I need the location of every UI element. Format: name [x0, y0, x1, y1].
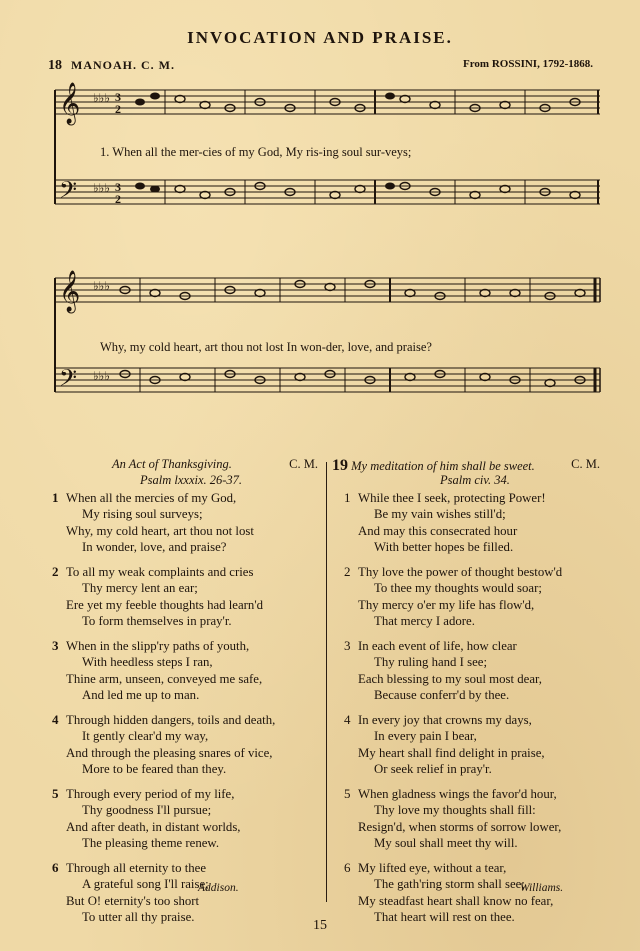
svg-text:𝄞: 𝄞 — [59, 271, 81, 311]
psalm-reference-left: Psalm lxxxix. 26-37. — [140, 473, 243, 487]
hymn-text-right — [344, 490, 563, 934]
stanza-3: 3 When in the slipp'ry paths of youth, With heedless steps I ran, Thine arm, unseen, conveyed me safe, And led me up to man. — [52, 638, 263, 703]
tune-name: MANOAH. C. M. — [71, 58, 175, 72]
stanza-6: 6 Through all eternity to thee A grateful song I'll raise; But O! eternity's too short To utter all thy praise. — [52, 860, 209, 925]
hymn-heading-left — [112, 457, 318, 472]
svg-text:3: 3 — [115, 180, 121, 194]
svg-text:♭♭♭: ♭♭♭ — [93, 181, 110, 195]
svg-text:♭♭♭: ♭♭♭ — [93, 91, 110, 105]
hymn-number: 18 — [48, 58, 62, 73]
svg-text:2: 2 — [115, 102, 121, 116]
svg-text:3: 3 — [115, 90, 121, 104]
author-left: Addison. — [198, 882, 239, 894]
stanza-4: 4 In every joy that crowns my days, In every pain I bear, My heart shall find delight in praise, Or seek relief in pray'r. — [344, 712, 545, 777]
stanza-5: 5 Through every period of my life, Thy goodness I'll pursue; And after death, in distant worlds, The pleasing theme renew. — [52, 786, 241, 851]
composer-credit: From ROSSINI, 1792-1868. — [463, 58, 593, 70]
svg-text:♭♭♭: ♭♭♭ — [93, 369, 110, 383]
hymn-title: My meditation of him shall be sweet. — [351, 459, 535, 473]
stanza-2: 2 To all my weak complaints and cries Thy mercy lent an ear; Ere yet my feeble thoughts had learn'd To form themselves in pray'r. — [52, 564, 264, 629]
svg-text:2: 2 — [115, 192, 121, 206]
stanza-3: 3 In each event of life, how clear Thy ruling hand I see; Each blessing to my soul most dear, Because conferr'd by thee. — [344, 638, 542, 703]
stanza-5: 5 When gladness wings the favor'd hour, Thy love my thoughts shall fill: Resign'd, when storms of sorrow lower, My soul shall meet thy will. — [344, 786, 562, 851]
svg-text:♭♭♭: ♭♭♭ — [93, 279, 110, 293]
page-title: INVOCATION AND PRAISE. — [187, 28, 453, 47]
psalm-reference-right: Psalm civ. 34. — [440, 473, 510, 487]
svg-text:𝄢: 𝄢 — [59, 178, 78, 209]
hymn-meter: C. M. — [289, 457, 318, 471]
music-lyrics-line-2: Why, my cold heart, art thou not lost In won-der, love, and praise? — [100, 340, 432, 354]
music-lyrics-line-1: 1. When all the mer-cies of my God, My ris-ing soul sur-veys; — [100, 145, 412, 159]
hymn-meter: C. M. — [571, 457, 600, 471]
svg-text:𝄞: 𝄞 — [59, 83, 81, 123]
page-number: 15 — [313, 918, 327, 933]
stanza-1: 1 When all the mercies of my God, My rising soul surveys; Why, my cold heart, art thou not lost In wonder, love, and praise? — [52, 490, 254, 555]
hymn-title: An Act of Thanksgiving. — [112, 457, 232, 471]
tune-heading — [48, 58, 593, 74]
stanza-4: 4 Through hidden dangers, toils and death, It gently clear'd my way, And through the pleasing snares of vice, More to be feared than they. — [52, 712, 276, 777]
author-right: Williams. — [520, 882, 564, 894]
hymn-text-left — [52, 490, 276, 934]
svg-text:𝄢: 𝄢 — [59, 366, 78, 397]
stanza-6: 6 My lifted eye, without a tear, The gath'ring storm shall see; My steadfast heart shall know no fear, That heart will rest on thee. — [344, 860, 554, 925]
hymn-number: 19 — [332, 457, 348, 474]
stanza-1: 1 While thee I seek, protecting Power! Be my vain wishes still'd; And may this consecrated hour With better hopes be filled. — [344, 490, 546, 555]
stanza-2: 2 Thy love the power of thought bestow'd To thee my thoughts would soar; Thy mercy o'er my life has flow'd, That mercy I adore. — [344, 564, 563, 629]
column-divider — [326, 462, 327, 902]
